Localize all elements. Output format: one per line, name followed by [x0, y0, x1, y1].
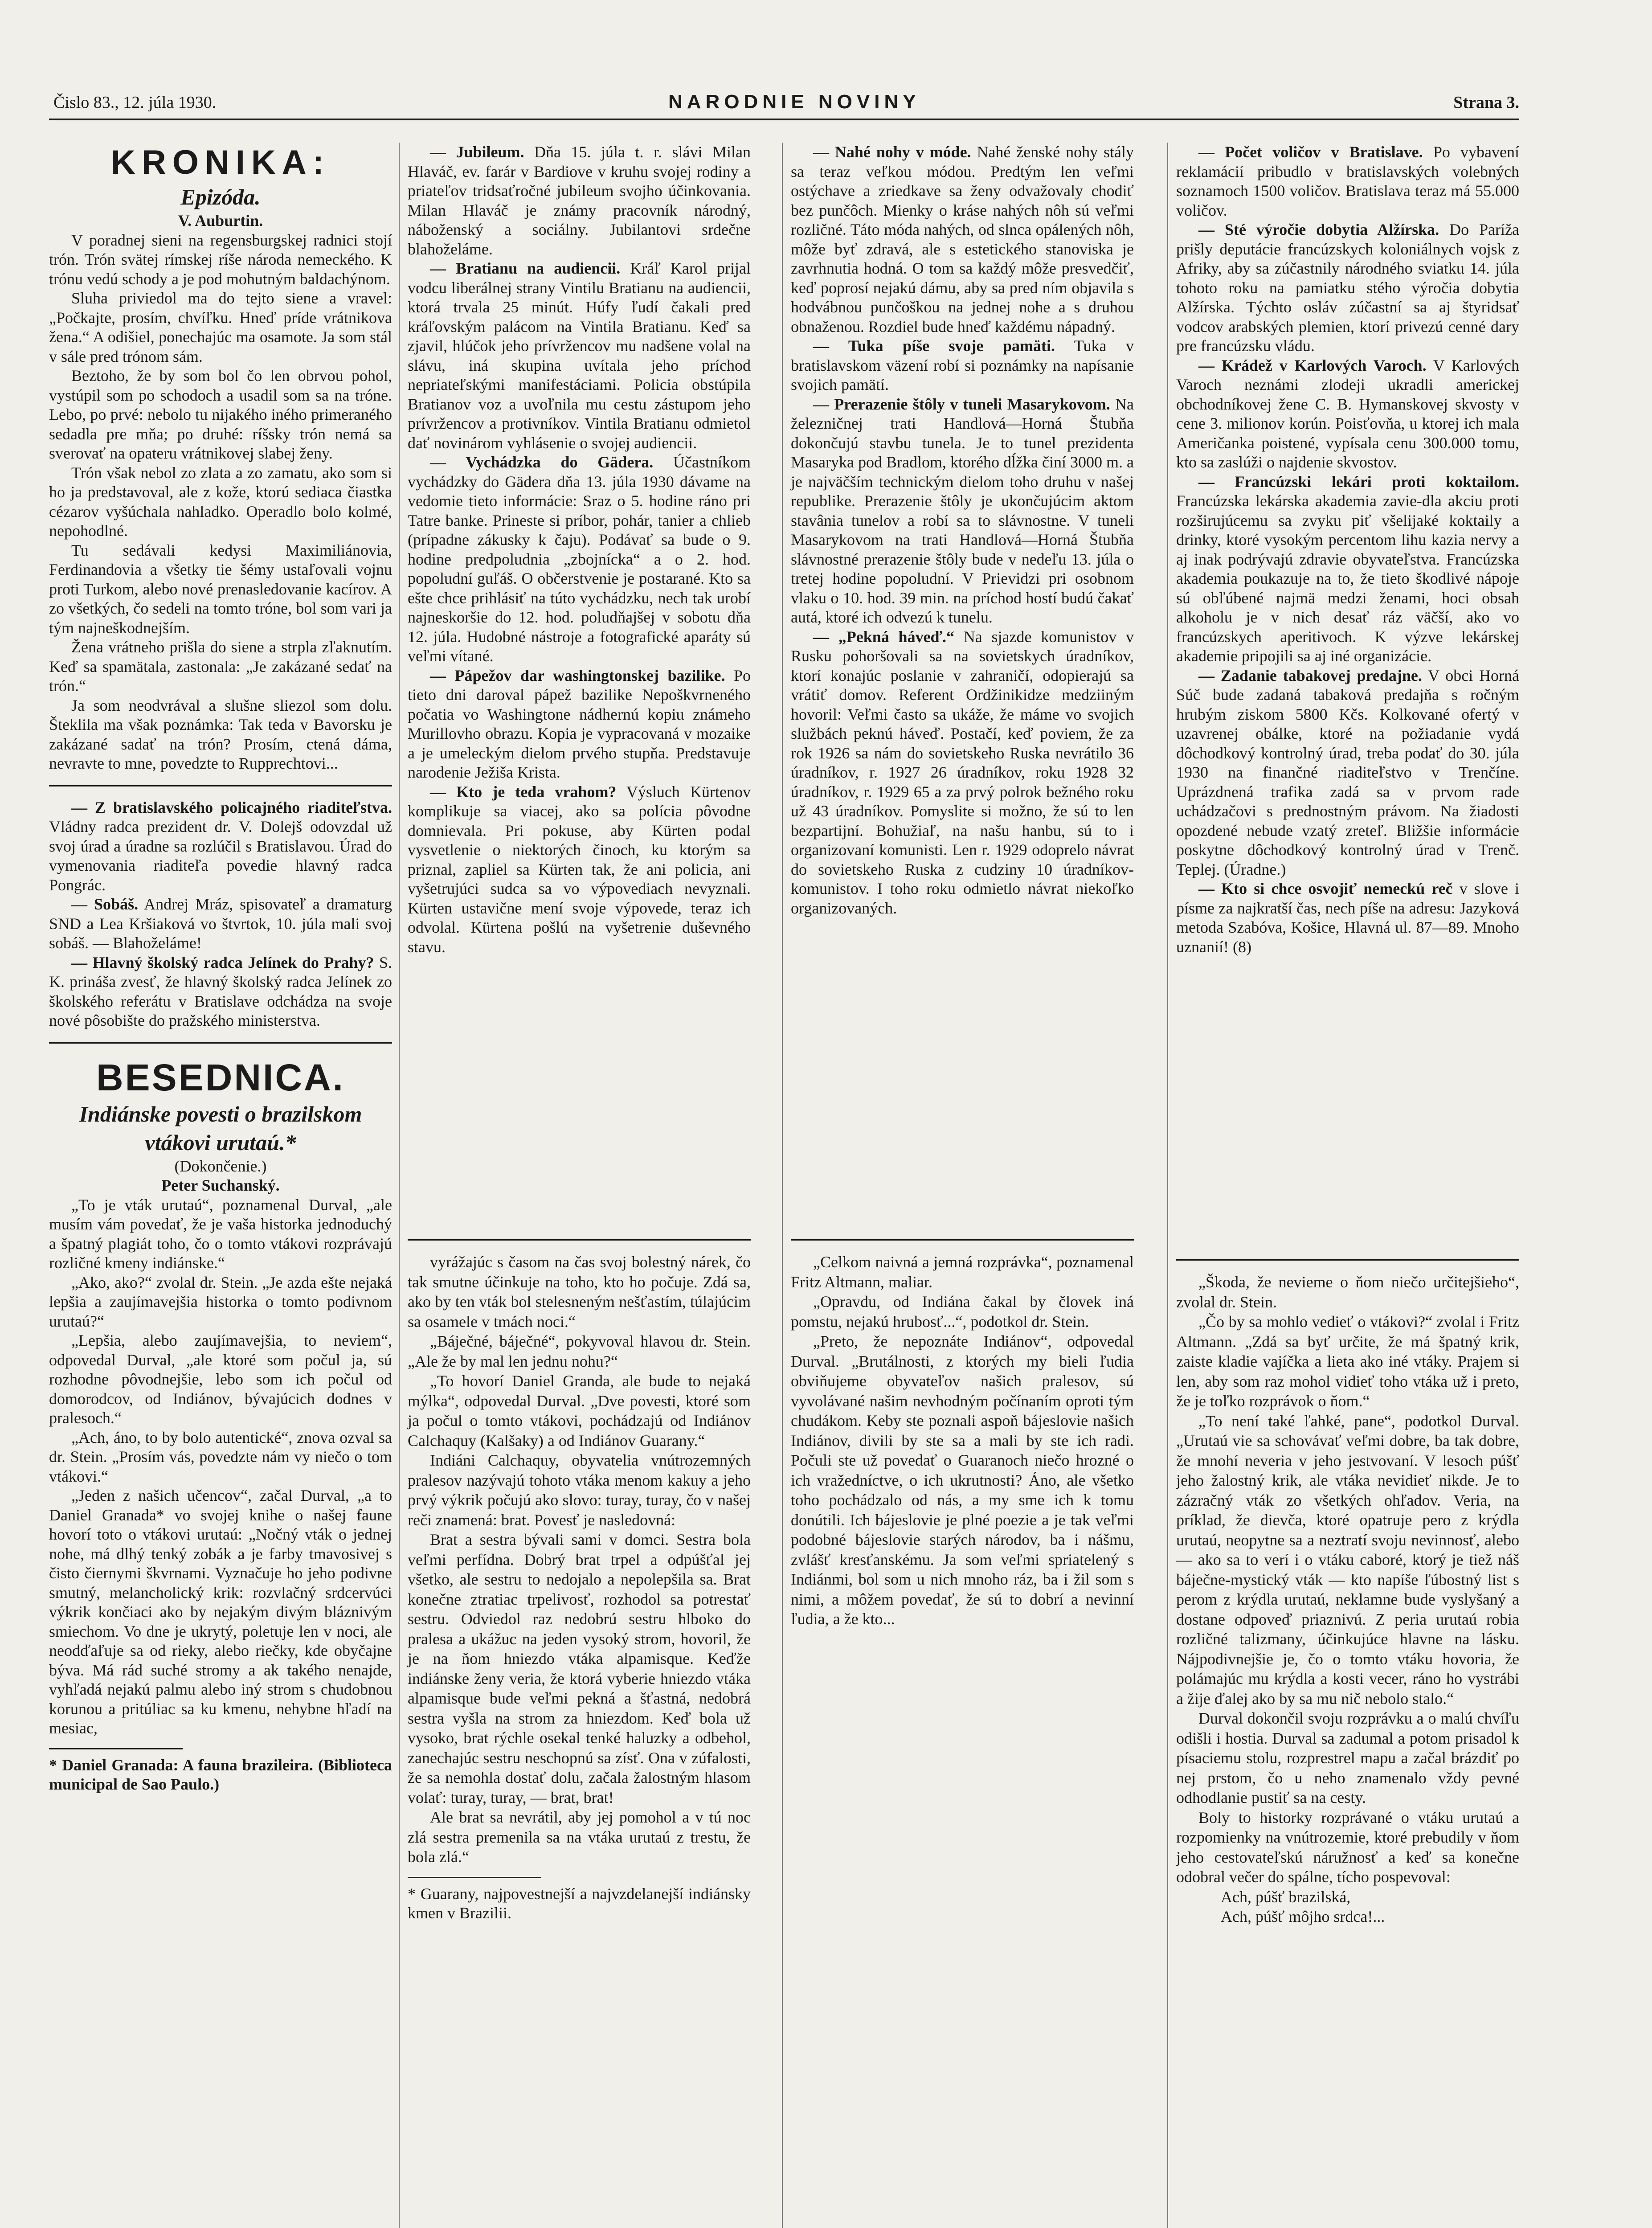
story-paragraph: Brat a sestra bývali sami v domci. Sestra bola veľmi perfídna. Dobrý brat trpel a odpúšťal jej všetko, ale sestru to nedojalo a nepolepšila sa. Brat konečne ztratiac trpelivosť, rozhodol sa potrestať sestru. Odviedol raz nedobrú sestru hlboko do pralesa a ukážuc na jeden vysoký strom, hovoril, že je na ňom hniezdo vtáka alpamisque. Keďže indiánske ženy veria, že ktorá vyberie hniezdo vtáka alpamisque bude veľmi pekná a šťastná, nedobrá sestra vyšla na strom za hniezdom. Keď bola už vysoko, brat rýchle osekal tenké haluzky a odbehol, zanechajúc sestru neschopnú sa zísť. Ona v zúfalosti, že sa nemohla dostať dolu, začala žalostným hlasom volať: turay, turay, — brat, brat! — [408, 1531, 751, 1806]
news-item — [49, 895, 392, 953]
news-text: Do Paríža prišly deputácie francúzskych koloniálnych vojsk z Afriky, aby sa zúčastnily národného sviatku 14. júla tohoto roku na pamiatku stého výročia dobytia Alžírska. Týchto osláv zúčastní sa aj štyridsať vodcov arabských plemien, ktorí privezú cenné dary pre francúzsku vládu. — [1176, 221, 1519, 355]
news-headline: — „Pekná háveď.“ — [813, 627, 954, 646]
news-item — [49, 953, 392, 1031]
story-paragraph: Boly to historky rozprávané o vtáku urutaú a rozpomienky na vnútrozemie, ktoré prebudily v ňom jeho cestovateľskú náružnosť a keď sa konečne odobral večer do spálne, tícho pospevoval: — [1176, 1808, 1519, 1886]
news-text: Účastníkom vychádzky do Gädera dňa 13. júla 1930 dávame na vedomie tieto informácie: Sraz o 5. hodine ráno pri Tatre banke. Prineste si príbor, pohár, tanier a chlieb (prípadne zákusky k čaju). Podávať sa bude o 9. hodine predpoludnia „zbojnícka“ a o 2. hod. popoludní guľáš. O občerstvenie je postarané. Kto sa ešte chce prihlásiť na túto vychádzku, nech tak urobí najneskoršie do 12. hod. poludňajšej v sobotu dňa 12. júla. Hudobné nástroje a fotografické aparáty sú veľmi vítané. — [408, 453, 751, 665]
news-headline: — Hlavný školský radca Jelínek do Prahy? — [71, 953, 374, 971]
news-headline: — Pápežov dar washingtonskej bazilike. — [430, 666, 725, 684]
column-divider — [399, 143, 400, 2228]
news-headline: — Nahé nohy v móde. — [813, 143, 971, 161]
news-text: v slove i písme za najkratší čas, nech píše na adresu: Jazyková metoda Szabóva, Košice, Hlavná ul. 87—89. Mnoho uznanií! (8) — [1176, 880, 1519, 956]
kronika-paragraph: Beztoho, že by som bol čo len obrvou pohol, vystúpil som po schodoch a usadil som sa na tróne. Lebo, po prvé: nebolo tu nijakého iného primeraného sedadla pre mňa; po druhé: ríšsky trón nemá sa sverovať na opateru vrátnikovej slabej ženy. — [49, 367, 392, 462]
news-headline: — Jubileum. — [430, 143, 524, 161]
news-text: Na sjazde komunistov v Rusku pohoršovali sa na sovietskych úradníkov, ktorí konajúc poslanie v zahraničí, odopierajú sa vrátiť domov. Referent Ordžinikidze medziiným hovoril: Veľmi často sa ukáže, že máme vo svojich službách peknú háveď. Postačí, keď poviem, že za rok 1926 sa nám do sovietskeho Ruska nevrátilo 36 úradníkov, r. 1927 26 úradníkov, roku 1928 32 úradníkov, r. 1929 65 a za prvý polrok bežného roku už 43 úradníkov. Pomyslite si možno, že sú to len bezpartijní. Bohužiaľ, na našu hanbu, sú to i organizovaní komunisti. Len r. 1929 odoprelo návrat do sovietskeho Ruska z cudziny 10 úradníkov-komunistov. I toho roku odmietlo návrat niekoľko organizovaných. — [791, 627, 1134, 917]
footnote: * Guarany, najpovestnejší a najvzdelanejší indiánsky kmen v Brazilii. — [408, 1884, 751, 1922]
news-text: Po vybavení reklamácií pribudlo v bratislavských volebných soznamoch 1500 voličov. Bratislava teraz má 55.000 voličov. — [1176, 143, 1519, 219]
news-item — [408, 143, 751, 259]
news-headline: — Zadanie tabakovej predajne. — [1198, 666, 1422, 684]
story-paragraph: „Lepšia, alebo zaujímavejšia, to neviem“, odpovedal Durval, „ale ktoré som počul ja, sú rozhodne pôvodnejšie, lebo som ich počul od domorodcov, od Indiánov, bývajúcich dodnes v pralesoch.“ — [49, 1331, 392, 1427]
news-text: V Karlových Varoch neznámi zlodeji ukradli americkej obchodníkovej žene C. B. Hymanskovej skvosty v cene 3. milionov korún. Poisťovňa, u ktorej ich mala Američanka poistené, vypísala cenu 300.000 tomu, kto sa zaslúži o najdenie skvostov. — [1176, 356, 1519, 471]
news-headline: — Z bratislavského policajného riaditeľstva. — [71, 798, 392, 816]
story-paragraph: Durval dokončil svoju rozprávku a o malú chvíľu odišli i hostia. Durval sa zadumal a potom prisadol k písaciemu stolu, rozprestrel mapu a začal brázdiť po nej prstom, čo u neho znamenalo vždy pevné odhodlanie pustiť sa na cesty. — [1176, 1709, 1519, 1806]
kronika-paragraph: Sluha priviedol ma do tejto siene a vravel: „Počkajte, prosím, chvíľku. Hneď príde vrátnikova žena.“ A odišiel, ponechajúc ma osamote. Ja som stál v sále pred trónom sám. — [49, 289, 392, 365]
column-2 — [408, 143, 751, 957]
kronika-paragraph: Trón však nebol zo zlata a zo zamatu, ako som si ho ja predstavoval, ale z kože, ktorú sediaca čiastka cézarov vyšúchala nahladko. Operadlo bolo kolmé, nepohodlné. — [49, 463, 392, 540]
newspaper-title: NARODNIE NOVINY — [668, 91, 920, 113]
news-item — [1176, 666, 1519, 880]
news-text: Kráľ Karol prijal vodcu liberálnej strany Vintilu Bratianu na audiencii, ktorá trvala 25 minút. Húfy ľudí čakali pred kráľovským palácom na Vintila Bratianu. Keď sa zjavil, hlúčok jeho prívržencov mu nadšene volal na slávu, iná skupina uvítala jeho príchod nepriateľskými manifestáciami. Policia obstúpila Bratianov voz a uvoľnila mu cestu zástupom jeho prívržencov a protivníkov. Vintila Bratianu odmietol dať novinárom vyhlásenie o svojej audiencii. — [408, 259, 751, 452]
news-text: Nahé ženské nohy stály sa teraz veľkou módou. Predtým len veľmi ostýchave a zriedkave sa ženy odvažovaly chodiť bez punčôch. Mienky o kráse nahých nôh sú veľmi rozličné. Táto móda nahých, od slnca opálených nôh, môže byť zdravá, ale s estetického stanoviska je zavrhnutia hodná. O tom sa každý môže presvedčiť, keď poprosí nejakú dámu, aby sa pred ním objavila s hodvábnou punčoškou na jednej nohe a s druhou obnaženou. Rozdiel bude hneď každému nápadný. — [791, 143, 1134, 336]
issue-date: Čislo 83., 12. júla 1930. — [53, 93, 217, 112]
news-text: S. K. prináša zvesť, že hlavný školský radca Jelínek zo školského referátu v Bratislave odchádza na svoje nové pôsobište do pražského ministerstva. — [49, 953, 392, 1029]
besednica-author: Peter Suchanský. — [161, 1176, 280, 1194]
divider-rule — [408, 1239, 751, 1241]
news-item — [1176, 879, 1519, 957]
news-item — [408, 453, 751, 666]
news-headline: — Prerazenie štôly v tuneli Masarykovom. — [813, 395, 1110, 413]
news-item — [1176, 356, 1519, 472]
news-item — [1176, 220, 1519, 356]
news-headline: — Krádež v Karlových Varoch. — [1198, 356, 1427, 374]
column-4 — [1176, 143, 1519, 957]
news-headline: — Sté výročie dobytia Alžírska. — [1198, 221, 1439, 238]
poem-line: Ach, púšť môjho srdca!... — [1221, 1908, 1385, 1925]
story-paragraph: „Čo by sa mohlo vedieť o vtákovi?“ zvolal i Fritz Altmann. „Zdá sa byť určite, že má špatný krik, zaiste kladie vajíčka a lieta ako iné vtáky. Prajem si len, aby som raz mohol vidieť toho vtáka už i preto, že je toľko rozprávok o ňom.“ — [1176, 1313, 1519, 1410]
news-item — [791, 627, 1134, 918]
story-paragraph: „To není také ľahké, pane“, podotkol Durval. „Urutaú vie sa schovávať veľmi dobre, ba tak dobre, že mnohí neveria v jeho jestvovaní. V lesoch púšť jeho žalostný krik, ale vtáka nevidieť nikde. Je to zázračný vták zo všetkých ohľadov. Veria, na príklad, že dievča, ktoré opatruje pero z krýdla urutaú, neopytne sa a neztratí svoju nevinnosť, alebo — ako sa to verí i o vtáku caboré, ktorý je tiež náš báječne-mystický vták — kto napíše ľúbostný list s perom z krýdla urutaú, neklamne bude vyslyšaný a dostane odpoveď priaznivú. Z peria urutaú robia rozličné talizmany, účinkujúce hlavne na lásku. Nájpodivnejšie je, čo o tomto vtáku hovoria, že polámajúc mu krýdla a kosti vecer, ráno ho vystrábi a žije ďalej ako by sa mu nič nebolo stalo.“ — [1176, 1412, 1519, 1708]
news-headline: — Kto si chce osvojiť nemeckú reč — [1198, 880, 1453, 897]
news-text: Výsluch Kürtenov komplikuje sa viacej, ako sa polícia pôvodne domnievala. Pri pokuse, aby Kürten podal vysvetlenie o niektorých činoch, ku ktorým sa priznal, zapliel sa Kürten tak, že ani policia, ani vyšetrujúci sudca sa vo výpovediach nevyznali. Kürten ustavične mení svoje výpovede, teraz ich odvolal. Kürtena pošlú na vyšetrenie duševného stavu. — [408, 782, 751, 956]
news-text: Vládny radca prezident dr. V. Dolejš odovzdal už svoj úrad a úradne sa rozlúčil s Bratislavou. Úrad do vymenovania riaditeľa povedie hlavný radca Pongrác. — [49, 818, 392, 894]
footnote-rule — [408, 1877, 541, 1878]
story-paragraph: vyrážajúc s časom na čas svoj bolestný nárek, čo tak smutne účinkuje na toho, kto ho počuje. Zdá sa, ako by ten vták bol stelesneným nešťastím, túlajúcim sa osamele v tmách noci.“ — [408, 1253, 751, 1331]
kronika-paragraph: Ja som neodvrával a slušne sliezol som dolu. Šteklila ma však poznámka: Tak teda v Bavorsku je zakázané sadať na trón? Prosím, ctená dáma, nevravte to mne, povedzte to Rupprechtovi... — [49, 696, 392, 772]
column-3-story — [791, 1228, 1134, 1629]
news-text: Po tieto dni daroval pápež bazilike Nepoškvrneného počatia vo Washingtone nádhernú kopiu známeho Murillovho obrazu. Kopia je vypracovaná v mozaike a je umeleckým dielom prvého stupňa. Predstavuje narodenie Ježiša Krista. — [408, 666, 751, 781]
kronika-title: KRONIKA: — [111, 143, 330, 181]
divider-rule — [49, 785, 392, 786]
column-divider — [782, 143, 783, 2228]
divider-rule — [791, 1239, 1134, 1241]
news-item — [791, 336, 1134, 395]
column-1 — [49, 143, 392, 1794]
news-headline: — Vychádzka do Gädera. — [430, 453, 654, 471]
news-headline: — Kto je teda vrahom? — [430, 782, 617, 801]
news-item — [408, 782, 751, 957]
story-paragraph: „Celkom naivná a jemná rozprávka“, poznamenal Fritz Altmann, maliar. — [791, 1253, 1134, 1291]
story-paragraph: Ale brat sa nevrátil, aby jej pomohol a v tú noc zlá sestra premenila sa na vtáka urutaú z trestu, že bola zlá.“ — [408, 1808, 751, 1866]
news-item — [408, 259, 751, 453]
news-text: V obci Horná Súč bude zadaná tabaková predajňa s ročným hrubým ziskom 5800 Kčs. Kolkované ofertý v uzavrenej obálke, ktoré na požiadanie vydá dôchodkový kontrolný úrad, treba podať do 30. júla 1930 na finančné riaditeľstvo v Trenčíne. Uprázdnená trafika zadá sa v prvom rade uchádzačovi s prednostným právom. Na žiadosti opozdené nebude vzatý zreteľ. Bližšie informácie poskytne dôchodkový kontrolný úrad v Trenč. Teplej. (Úradne.) — [1176, 666, 1519, 878]
news-text: Tuka v bratislavskom väzení robí si poznámky na napísanie svojich pamätí. — [791, 337, 1134, 393]
news-text: Andrej Mráz, spisovateľ a dramaturg SND a Lea Kršiaková vo štvrtok, 10. júla mali svoj sobáš. — Blahoželáme! — [49, 895, 392, 952]
kronika-paragraph: Žena vrátneho prišla do siene a strpla zľaknutím. Keď sa spamätala, zastonala: „Je zakázané sedať na trón.“ — [49, 638, 392, 695]
news-headline: — Bratianu na audiencii. — [430, 259, 621, 277]
story-paragraph: Indiáni Calchaquy, obyvatelia vnútrozemných pralesov nazývajú tohoto vtáka menom kakuy a jeho prvý výkrik počujú ako slovo: turay, turay, čo v našej reči znamená: brat. Povesť je nasledovná: — [408, 1451, 751, 1529]
news-headline: — Počet voličov v Bratislave. — [1198, 143, 1423, 161]
story-paragraph: „Opravdu, od Indiána čakal by človek iná pomstu, nejakú hrubosť...“, podotkol dr. Stein. — [791, 1293, 1134, 1331]
news-item — [1176, 143, 1519, 220]
kronika-paragraph: V poradnej sieni na regensburgskej radnici stojí trón. Trón svätej rímskej ríše národa nemeckého. K trónu vedú schody a je pod mohutným baldachýnom. — [49, 231, 392, 288]
story-paragraph: „Jeden z našich učencov“, začal Durval, „a to Daniel Granada* vo svojej knihe o našej faune hovorí toto o vtákovi urutaú: „Nočný vták o jednej nohe, má dlhý tenký zobák a je farby tmavosivej s čisto čiernymi škvrnami. Vyznačuje ho jeho podivne smutný, melancholický krik: rozvlačný srdcervúci výkrik končiaci ako by nejakým divým bláznivým smiechom. Vo dne je ukrytý, poletuje len v noci, ale neodďaľuje sa od rieky, alebo riečky, kde obyčajne býva. Má rád suché stromy a ak takého nenajde, vyhľadá nejakú palmu alebo iný strom s chudobnou korunou a pritúliac sa ku kmenu, nehybne hľadí na mesiac, — [49, 1487, 392, 1737]
news-item — [791, 395, 1134, 627]
news-item — [408, 666, 751, 782]
news-item — [49, 798, 392, 895]
poem-line: Ach, púšť brazilská, — [1221, 1888, 1351, 1906]
news-text: Na železničnej trati Handlová—Horná Štubňa dokončujú stavbu tunela. Je to tunel prezidenta Masaryka pod Bradlom, ktorého dĺžka činí 3000 m. a je najväčším technickým dielom toho druhu v našej republike. Prerazenie štôly je ukončujúcim aktom stavânia tunelov a robí sa to slávnostne. V tuneli Masarykovom na trati Handlová—Horná Štubňa slávnostné prerazenie štôly bude v nedeľu 13. júla o tretej hodine popoludní. V Prievidzi pri osobnom vlaku o 10. hod. 39 min. na príchod hostí budú čakať autá, ktoré ich odvezú k tunelu. — [791, 395, 1134, 626]
news-item — [1176, 472, 1519, 666]
story-paragraph: „To je vták urutaú“, poznamenal Durval, „ale musím vám povedať, že je vaša historka jednoduchý a špatný plagiát toho, čo o tomto vtákovi rozprávajú rozličné kmeny indiánske.“ — [49, 1196, 392, 1272]
news-headline: — Tuka píše svoje pamäti. — [813, 337, 1055, 355]
column-divider — [1167, 143, 1168, 2228]
divider-rule — [49, 1042, 392, 1044]
besednica-subtitle: Indiánske povesti o brazilskom vtákovi urutaú.* — [79, 1101, 362, 1155]
news-text: Dňa 15. júla t. r. slávi Milan Hlaváč, ev. farár v Bardiove v kruhu svojej rodiny a priateľov tridsaťročné jubileum svojho účinkovania. Milan Hlaváč je známy pracovník národný, náboženský a sociálny. Jubilantovi srdečne blahoželáme. — [408, 143, 751, 258]
news-headline: — Sobáš. — [71, 895, 139, 913]
masthead — [49, 89, 1519, 120]
kronika-part: V. Auburtin. — [178, 212, 263, 229]
besednica-continuation: (Dokončenie.) — [174, 1157, 267, 1175]
news-item — [791, 143, 1134, 336]
story-paragraph: „Ako, ako?“ zvolal dr. Stein. „Je azda ešte nejaká lepšia a zaujímavejšia historka o tomto podivnom urutaú?“ — [49, 1273, 392, 1330]
story-paragraph: „To hovorí Daniel Granda, ale bude to nejaká mýlka“, odpovedal Durval. „Dve povesti, ktoré som ja počul o tomto vtákovi, pochádzajú od Indiánov Calchaquy (Kalšaky) a od Indiánov Guarany.“ — [408, 1372, 751, 1450]
kronika-subtitle: Epizóda. — [180, 184, 261, 209]
besednica-title: BESEDNICA. — [96, 1056, 345, 1098]
news-headline: — Francúzski lekári proti koktailom. — [1198, 472, 1519, 491]
story-paragraph: „Preto, že nepoznáte Indiánov“, odpovedal Durval. „Brutálnosti, z ktorých my bieli ľudia obviňujeme obyvateľov našich pralesov, sú vyvolávané našim nevhodným počínaním oproti tým chudákom. Keby ste poznali aspoň bájeslovie našich Indiánov, divili by ste sa a mali by ste ich radi. Počuli ste už povedať o Guaranoch niečo hrozné o ich vražedníctve, o ich ukrutnosti? Áno, ale všetko toho pochádzalo od nás, a my sme ich k tomu donútili. Ich bájeslovie je plné poezie a je tak veľmi podobné bájeslovie starých národov, ba i nášmu, zvlášť kresťanskému. Ja som veľmi spriatelený s Indiánmi, bol som u nich mnoho ráz, ba i žil som s nimi, a môžem povedať, že sú to dobrí a nevinní ľudia, a že kto... — [791, 1332, 1134, 1628]
story-paragraph: „Ach, áno, to by bolo autentické“, znova ozval sa dr. Stein. „Prosím vás, povedzte nám vy niečo o tom vtákovi.“ — [49, 1428, 392, 1485]
column-3 — [791, 143, 1134, 918]
kronika-paragraph: Tu sedávali kedysi Maximiliánovia, Ferdinandovia a všetky tie šémy ustaľovali vojnu proti Turkom, alebo nové prenasledovanie kacírov. A zo všetkých, čo sedeli na tomto tróne, bol som vari ja tým najneškodnejším. — [49, 541, 392, 637]
footnote-rule — [49, 1748, 183, 1749]
story-paragraph: „Škoda, že nevieme o ňom niečo určitejšieho“, zvolal dr. Stein. — [1176, 1273, 1519, 1311]
column-2-story — [408, 1228, 751, 1923]
column-4-story — [1176, 1248, 1519, 1927]
page-number: Strana 3. — [1453, 93, 1519, 112]
story-paragraph: „Báječné, báječné“, pokyvoval hlavou dr. Stein. „Ale že by mal len jednu nohu?“ — [408, 1332, 751, 1370]
divider-rule — [1176, 1259, 1519, 1261]
news-text: Francúzska lekárska akademia zavie-dla akciu proti rozširujúcemu sa zvyku piť všelijaké koktaily a drinky, ktoré vysokým percentom lihu kazia nervy a aj inak podrývajú zdravie obyvateľstva. Francúzska akademia poukazuje na to, že tieto škodlivé nápoje sú obľúbené najmä medzi ženami, hoci obsah alkoholu je v nich desať ráz väčší, ako vo francúzskych aperitivoch. K výzve lekárskej akademie pripojili sa aj iné organizácie. — [1176, 492, 1519, 665]
footnote: * Daniel Granada: A fauna brazileira. (Biblioteca municipal de Sao Paulo.) — [49, 1756, 392, 1793]
